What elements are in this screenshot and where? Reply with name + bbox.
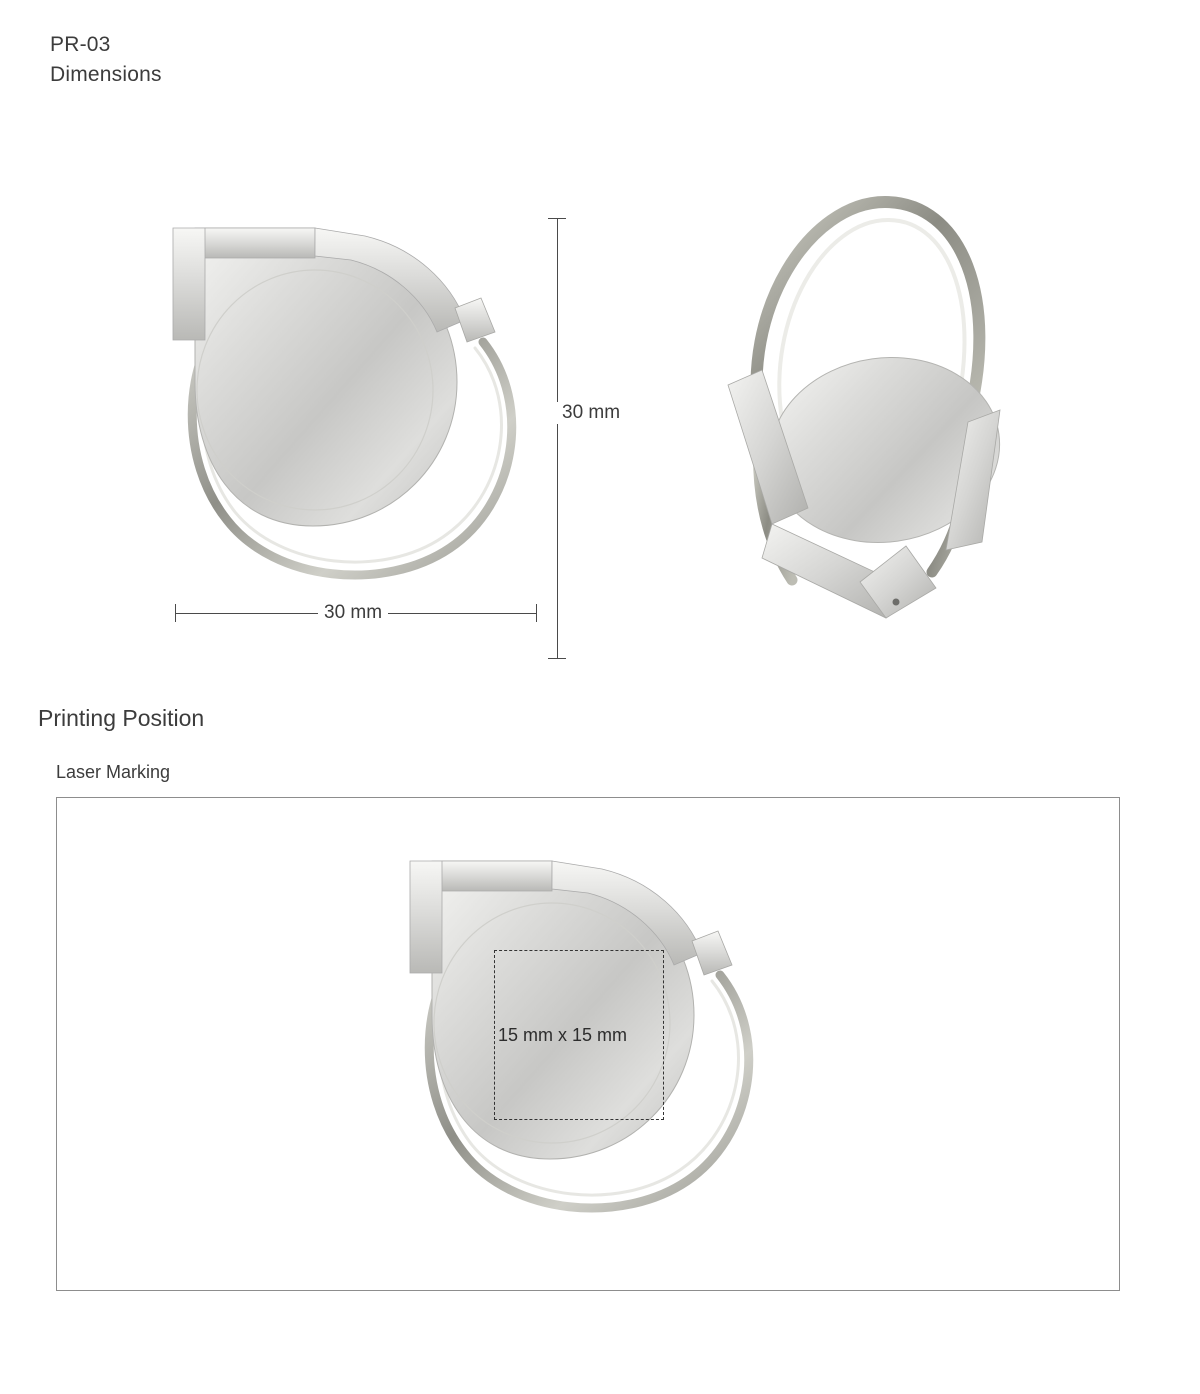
width-tick-right <box>536 604 537 622</box>
laser-marking-panel <box>56 797 1120 1291</box>
model-code: PR-03 <box>50 33 111 56</box>
product-front-view <box>165 200 545 620</box>
dimensions-section <box>0 150 1200 670</box>
laser-marking-label: Laser Marking <box>56 762 171 782</box>
width-dimension-label: 30 mm <box>318 602 388 624</box>
phone-ring-holder-front-svg <box>165 200 545 630</box>
product-angled-view <box>700 190 1060 650</box>
phone-ring-holder-angled-svg <box>700 190 1060 660</box>
printing-position-title: Printing Position <box>38 705 205 731</box>
section-label: Dimensions <box>50 63 162 86</box>
height-dimension-label: 30 mm <box>556 402 626 424</box>
page-title <box>50 30 162 90</box>
height-tick-top <box>548 218 566 219</box>
height-tick-bottom <box>548 658 566 659</box>
marking-area-label: 15 mm x 15 mm <box>498 1025 628 1045</box>
height-dimension-line <box>557 218 558 658</box>
width-tick-left <box>175 604 176 622</box>
